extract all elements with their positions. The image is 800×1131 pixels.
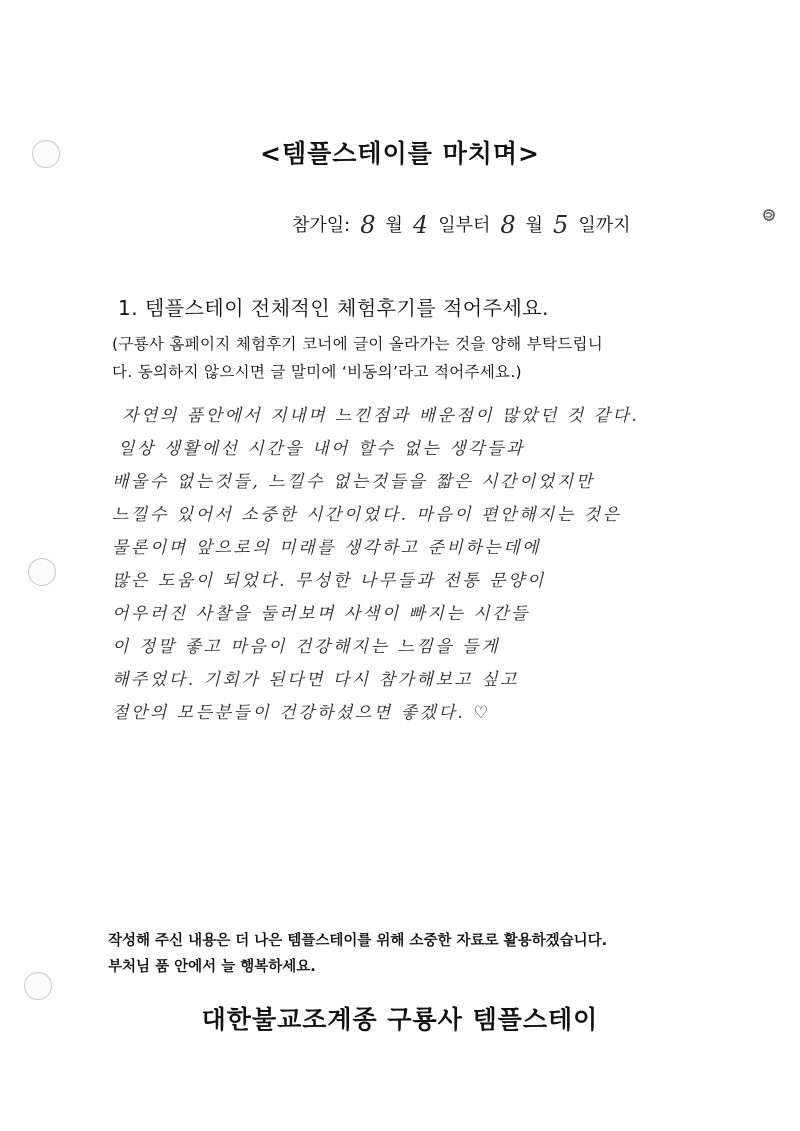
answer-line: 절안의 모든분들이 건강하셨으면 좋겠다. ♡ [112, 703, 491, 723]
question-note-line-1: (구룡사 홈페이지 체험후기 코너에 글이 올라가는 것을 양해 부탁드립니 [112, 335, 604, 353]
closing-line-2: 부처님 품 안에서 늘 행복하세요. [108, 959, 316, 975]
participation-dates [292, 203, 630, 237]
punch-hole-middle [28, 558, 56, 586]
dates-label: 참가일: [292, 215, 351, 237]
end-month-value: 8 [500, 211, 516, 239]
punch-hole-bottom [24, 972, 52, 1000]
organization-name: 대한불교조계종 구룡사 템플스테이 [201, 1005, 599, 1034]
month-label-1: 월 [385, 215, 403, 237]
end-day-value: 5 [553, 211, 569, 239]
to-label: 일까지 [578, 215, 631, 237]
ink-smudge-icon [762, 208, 776, 222]
form-title: <템플스테이를 마치며> [260, 139, 540, 168]
question-heading: 1. 템플스테이 전체적인 체험후기를 적어주세요. [118, 296, 549, 320]
closing-line-1: 작성해 주신 내용은 더 나은 템플스테이를 위해 소중한 자료로 활용하겠습니다. [108, 933, 608, 949]
start-day-value: 4 [412, 211, 429, 239]
start-month-value: 8 [360, 211, 376, 239]
from-label: 일부터 [438, 215, 491, 237]
answer-line: 배울수 없는것들, 느낄수 없는것들을 짧은 시간이었지만 [112, 472, 595, 492]
handwritten-answer [112, 400, 672, 730]
answer-line: 많은 도움이 되었다. 무성한 나무들과 전통 문양이 [112, 571, 546, 591]
answer-line: 자연의 품안에서 지내며 느낀점과 배운점이 많았던 것 같다. [122, 406, 640, 426]
question-note-line-2: 다. 동의하지 않으시면 글 말미에 ‘비동의’라고 적어주세요.) [112, 363, 522, 381]
answer-line: 물론이며 앞으로의 미래를 생각하고 준비하는데에 [112, 538, 541, 558]
closing-message [108, 928, 607, 980]
question-note [112, 330, 702, 386]
answer-line: 어우러진 사찰을 둘러보며 사색이 빠지는 시간들 [112, 604, 530, 624]
answer-line: 일상 생활에선 시간을 내어 할수 없는 생각들과 [118, 439, 525, 459]
answer-line: 이 정말 좋고 마음이 건강해지는 느낌을 들게 [112, 637, 501, 657]
answer-line: 해주었다. 기회가 된다면 다시 참가해보고 싶고 [112, 670, 519, 690]
answer-line: 느낄수 있어서 소중한 시간이었다. 마음이 편안해지는 것은 [112, 505, 622, 525]
month-label-2: 월 [525, 215, 544, 237]
